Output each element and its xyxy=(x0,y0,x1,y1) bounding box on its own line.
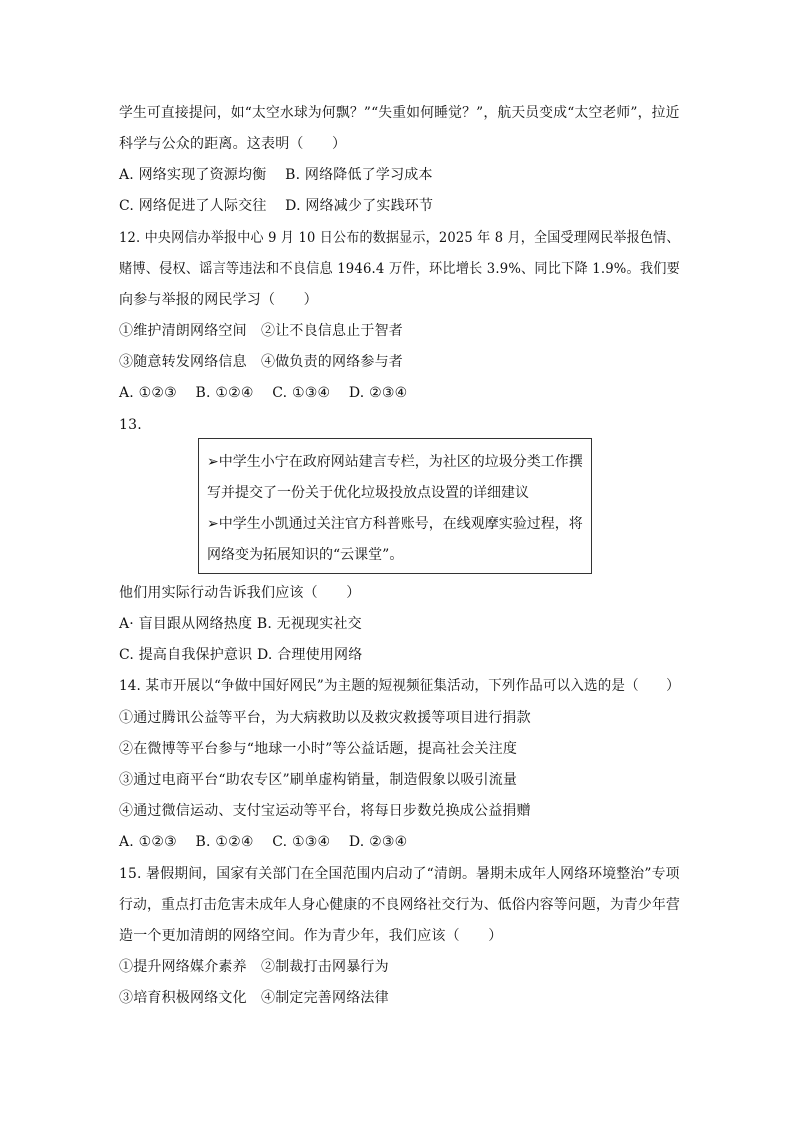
q14-option-c: C. ①③④ xyxy=(272,834,331,850)
q12-stem-line-3: 向参与举报的网民学习（ ） xyxy=(119,292,318,308)
q14-item-2: ②在微博等平台参与“地球一小时”等公益话题，提高社会关注度 xyxy=(119,741,518,757)
q15-items-row-2: ③培育积极网络文化 ④制定完善网络法律 xyxy=(119,990,389,1006)
q14-option-b: B. ①②④ xyxy=(195,834,254,850)
q14-item-3: ③通过电商平台“助农专区”刷单虚构销量，制造假象以吸引流量 xyxy=(119,772,518,788)
q11-option-a: A. 网络实现了资源均衡 xyxy=(119,167,267,183)
q13-material-box xyxy=(198,438,592,574)
q13-box-line-1: ➢中学生小宁在政府网站建言专栏，为社区的垃圾分类工作撰 xyxy=(207,454,583,470)
q13-options-row-2: C. 提高自我保护意识 D. 合理使用网络 xyxy=(119,647,363,663)
q14-stem: 14. 某市开展以“争做中国好网民”为主题的短视频征集活动，下列作品可以入选的是（ ） xyxy=(119,678,680,694)
q15-stem-line-1: 15. 暑假期间，国家有关部门在全国范围内启动了“清朗。暑期未成年人网络环境整治”专项 xyxy=(119,866,680,882)
q11-option-b: B. 网络降低了学习成本 xyxy=(285,167,433,183)
q12-stem-line-1: 12. 中央网信办举报中心 9 月 10 日公布的数据显示，2025 年 8 月，全国受理网民举报色情、 xyxy=(119,230,680,246)
q12-stem-line-2: 赌博、侵权、谣言等违法和不良信息 1946.4 万件，环比增长 3.9%、同比下降 1.9%。我们要 xyxy=(119,261,680,277)
q14-options xyxy=(119,832,421,852)
q12-options xyxy=(119,383,421,403)
q11-option-d: D. 网络减少了实践环节 xyxy=(285,198,434,214)
q13-options-row-1: A· 盲目跟从网络热度 B. 无视现实社交 xyxy=(119,616,362,632)
q12-option-c: C. ①③④ xyxy=(272,385,331,401)
q12-option-a: A. ①②③ xyxy=(119,385,177,401)
q12-option-d: D. ②③④ xyxy=(348,385,408,401)
q11-stem-line-1: 学生可直接提问，如“太空水球为何飘？”“失重如何睡觉？”，航天员变成“太空老师”，拉近 xyxy=(119,105,680,121)
q12-items-row-1: ①维护清朗网络空间 ②让不良信息止于智者 xyxy=(119,323,403,339)
q12-items-row-2: ③随意转发网络信息 ④做负责的网络参与者 xyxy=(119,354,403,370)
q11-options-row-2 xyxy=(119,196,447,216)
q14-item-1: ①通过腾讯公益等平台，为大病救助以及救灾救援等项目进行捐款 xyxy=(119,710,531,726)
q13-box-line-2: 写并提交了一份关于优化垃圾投放点设置的详细建议 xyxy=(207,485,529,501)
q14-option-d: D. ②③④ xyxy=(348,834,408,850)
q11-option-c: C. 网络促进了人际交往 xyxy=(119,198,267,214)
q13-number: 13. xyxy=(119,417,142,433)
q12-option-b: B. ①②④ xyxy=(195,385,254,401)
q14-item-4: ④通过微信运动、支付宝运动等平台，将每日步数兑换成公益捐赠 xyxy=(119,803,531,819)
q11-options-row-1 xyxy=(119,165,447,185)
q13-stem: 他们用实际行动告诉我们应该（ ） xyxy=(119,585,361,601)
q15-items-row-1: ①提升网络媒介素养 ②制裁打击网暴行为 xyxy=(119,959,389,975)
q11-stem-line-2: 科学与公众的距离。这表明（ ） xyxy=(119,136,347,152)
q14-option-a: A. ①②③ xyxy=(119,834,177,850)
q15-stem-line-3: 造一个更加清朗的网络空间。作为青少年，我们应该（ ） xyxy=(119,928,503,944)
q15-stem-line-2: 行动，重点打击危害未成年人身心健康的不良网络社交行为、低俗内容等问题，为青少年营 xyxy=(119,897,681,913)
q13-box-line-4: 网络变为拓展知识的“云课堂”。 xyxy=(207,547,404,563)
q13-box-line-3: ➢中学生小凯通过关注官方科普账号，在线观摩实验过程，将 xyxy=(207,516,583,532)
